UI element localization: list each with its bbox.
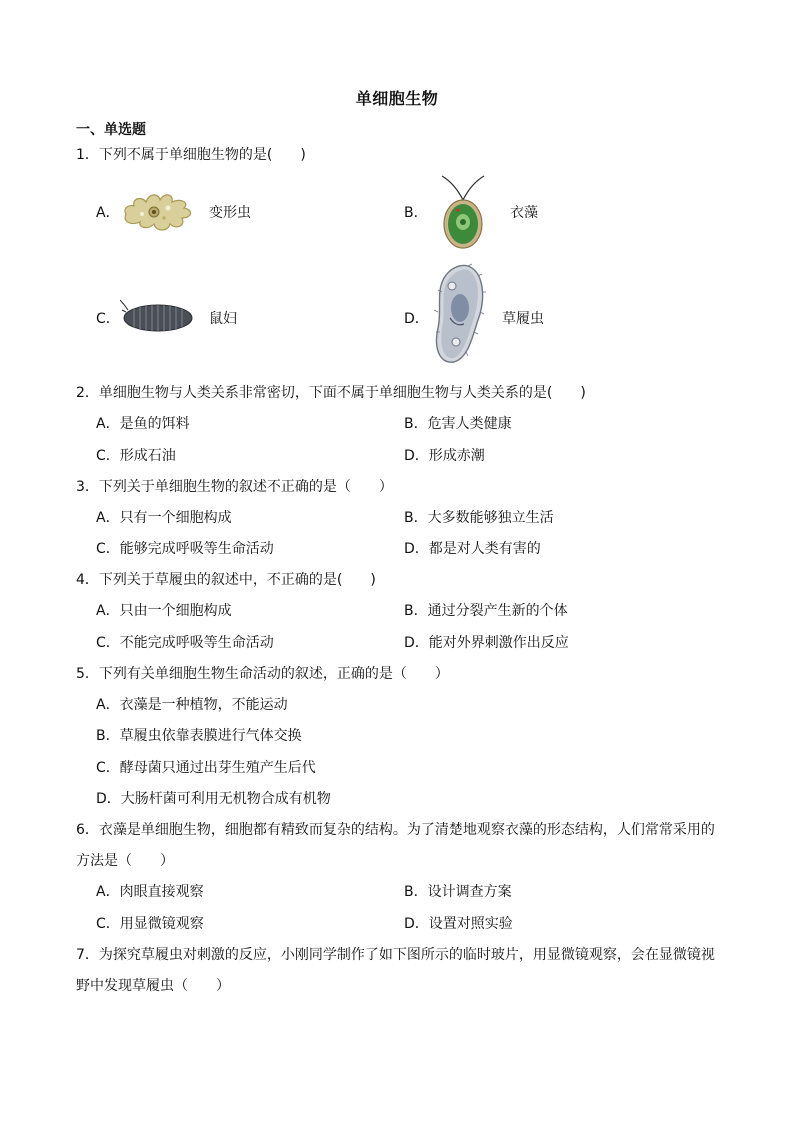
question-5-option-c[interactable]: C．酵母菌只通过出芽生殖产生后代 <box>96 760 316 776</box>
question-3-option-a[interactable]: A．只有一个细胞构成 <box>96 510 232 526</box>
option-letter: B． <box>404 205 428 221</box>
question-6-option-c[interactable]: C．用显微镜观察 <box>96 916 204 932</box>
option-name: 鼠妇 <box>209 311 237 327</box>
question-6-option-a[interactable]: A．肉眼直接观察 <box>96 884 204 900</box>
option-name: 衣藻 <box>510 205 538 221</box>
option-letter: A． <box>96 205 120 221</box>
question-4-option-c[interactable]: C．不能完成呼吸等生命活动 <box>96 635 274 651</box>
option-letter: D． <box>404 311 429 327</box>
page-title: 单细胞生物 <box>355 89 439 108</box>
question-5-option-d[interactable]: D．大肠杆菌可利用无机物合成有机物 <box>96 791 331 807</box>
question-4-option-b[interactable]: B．通过分裂产生新的个体 <box>404 603 568 619</box>
option-name: 变形虫 <box>209 205 251 221</box>
question-2-option-c[interactable]: C．形成石油 <box>96 448 176 464</box>
question-3-option-d[interactable]: D．都是对人类有害的 <box>404 541 541 557</box>
question-3-stem: 3．下列关于单细胞生物的叙述不正确的是（ ） <box>76 479 393 495</box>
question-4-stem: 4．下列关于草履虫的叙述中，不正确的是( ) <box>76 572 376 588</box>
question-6-stem: 6．衣藻是单细胞生物，细胞都有精致而复杂的结构。为了清楚地观察衣藻的形态结构，人们常常采用的方法是（ ） <box>76 822 715 869</box>
question-2-option-d[interactable]: D．形成赤潮 <box>404 448 485 464</box>
question-2-option-a[interactable]: A．是鱼的饵料 <box>96 416 190 432</box>
option-letter: C． <box>96 311 120 327</box>
question-5-option-b[interactable]: B．草履虫依靠表膜进行气体交换 <box>96 728 302 744</box>
question-2-option-b[interactable]: B．危害人类健康 <box>404 416 512 432</box>
question-3-option-b[interactable]: B．大多数能够独立生活 <box>404 510 554 526</box>
section-heading: 一、单选题 <box>76 122 146 138</box>
question-4-option-d[interactable]: D．能对外界刺激作出反应 <box>404 635 569 651</box>
question-7-stem: 7．为探究草履虫对刺激的反应，小刚同学制作了如下图所示的临时玻片，用显微镜观察，会在显微镜视野中发现草履虫（ ） <box>76 947 715 994</box>
question-1-stem: 1．下列不属于单细胞生物的是( ) <box>76 147 306 163</box>
question-5-stem: 5．下列有关单细胞生物生命活动的叙述，正确的是（ ） <box>76 666 449 682</box>
question-4-option-a[interactable]: A．只由一个细胞构成 <box>96 603 232 619</box>
question-2-stem: 2．单细胞生物与人类关系非常密切，下面不属于单细胞生物与人类关系的是( ) <box>76 385 586 401</box>
question-5-option-a[interactable]: A．衣藻是一种植物，不能运动 <box>96 697 288 713</box>
chlamydomonas-image <box>428 172 498 250</box>
option-name: 草履虫 <box>502 311 544 327</box>
question-6-option-b[interactable]: B．设计调查方案 <box>404 884 512 900</box>
amoeba-image <box>120 188 196 234</box>
paramecium-image <box>428 262 492 366</box>
woodlouse-image <box>120 296 196 336</box>
question-3-option-c[interactable]: C．能够完成呼吸等生命活动 <box>96 541 274 557</box>
question-6-option-d[interactable]: D．设置对照实验 <box>404 916 513 932</box>
